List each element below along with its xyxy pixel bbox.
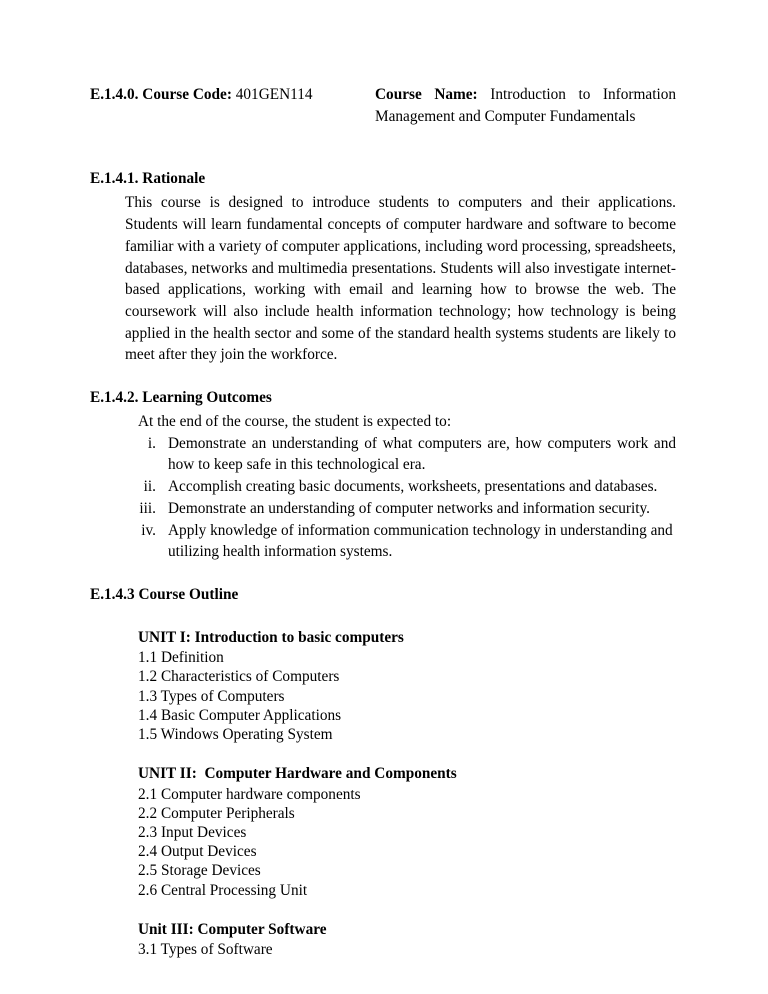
unit-title: Unit III: Computer Software — [138, 920, 327, 938]
unit-block-2 — [90, 763, 676, 900]
document-content — [90, 84, 676, 959]
spacer — [90, 155, 676, 168]
list-item-numeral: i. — [147, 434, 156, 452]
section-heading-learning-outcomes: E.1.4.2. Learning Outcomes — [90, 389, 272, 407]
unit-item: 1.3 Types of Computers — [138, 687, 285, 705]
unit-item: 1.4 Basic Computer Applications — [138, 706, 342, 724]
list-item-text: Apply knowledge of information communication technology in understanding and utilizing health information systems. — [168, 521, 673, 561]
unit-title: UNIT II: Computer Hardware and Components — [138, 765, 457, 783]
course-name-value: Introduction to Information Management and Computer Fundamentals — [375, 86, 676, 126]
list-item-text: Demonstrate an understanding of computer networks and information security. — [168, 499, 651, 517]
course-code-block — [90, 84, 375, 106]
list-item — [90, 476, 676, 498]
course-name-block — [375, 84, 676, 128]
unit-item: 2.5 Storage Devices — [138, 862, 261, 880]
list-item-text: Accomplish creating basic documents, worksheets, presentations and databases. — [168, 478, 658, 496]
list-item — [90, 520, 676, 563]
spacer — [90, 563, 676, 584]
unit-item: 3.1 Types of Software — [138, 941, 273, 959]
spacer — [90, 744, 676, 763]
unit-item: 2.2 Computer Peripherals — [138, 804, 295, 822]
list-item-text: Demonstrate an understanding of what computers are, how computers work and how to keep safe in this technological era. — [168, 434, 676, 474]
list-item — [90, 498, 676, 520]
course-name-label: Course Name: — [375, 86, 478, 103]
section-heading-course-outline: E.1.4.3 Course Outline — [90, 585, 239, 603]
list-item — [90, 433, 676, 476]
unit-item: 2.4 Output Devices — [138, 843, 257, 861]
course-header — [90, 84, 676, 128]
rationale-paragraph: This course is designed to introduce students to computers and their applications. Students will learn fundamental concepts of computer hardware and software to become familiar with a variety of computer applications, including word processing, spreadsheets, databases, networks and multimedia presentations. Students will also investigate internet-based applications, working with email and learning how to browse the web. The coursework will also include health information technology; how technology is being applied in the health sector and some of the standard health systems students are likely to meet after they join the workforce. — [125, 194, 676, 364]
unit-title: UNIT I: Introduction to basic computers — [138, 628, 404, 646]
unit-block-3 — [90, 919, 676, 960]
spacer — [90, 366, 676, 387]
spacer — [90, 900, 676, 919]
unit-item: 2.1 Computer hardware components — [138, 785, 361, 803]
unit-item: 1.5 Windows Operating System — [138, 726, 333, 744]
course-code-label: E.1.4.0. Course Code: — [90, 86, 232, 103]
list-item-numeral: iii. — [139, 499, 156, 517]
unit-item: 2.3 Input Devices — [138, 823, 247, 841]
list-item-numeral: ii. — [143, 478, 156, 496]
unit-item: 1.2 Characteristics of Computers — [138, 668, 340, 686]
unit-item: 1.1 Definition — [138, 649, 224, 667]
learning-outcomes-list — [90, 433, 676, 563]
course-code-value: 401GEN114 — [231, 86, 313, 103]
spacer — [90, 608, 676, 627]
list-item-numeral: iv. — [141, 521, 156, 539]
section-heading-rationale: E.1.4.1. Rationale — [90, 170, 206, 188]
unit-item: 2.6 Central Processing Unit — [138, 881, 308, 899]
learning-outcomes-lead: At the end of the course, the student is expected to: — [138, 413, 452, 431]
unit-block-1 — [90, 627, 676, 744]
